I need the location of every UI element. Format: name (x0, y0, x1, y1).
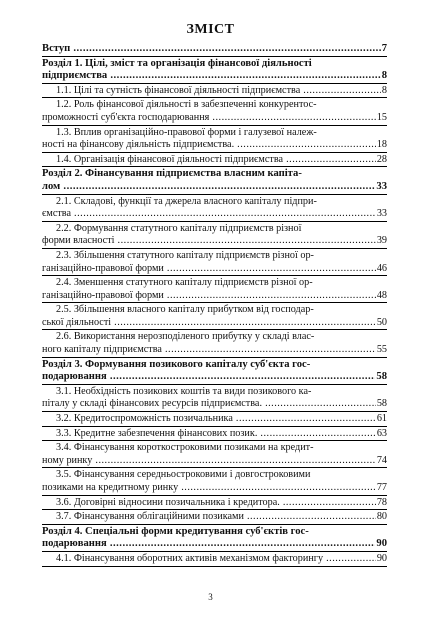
toc-entry-title: 3.6. Договірні відносини позичальника і кредитора. ..... (56, 497, 376, 510)
toc-entry-title: ської діяльності ..... (42, 317, 376, 330)
toc-subsection-entry[interactable] (42, 222, 387, 249)
toc-entry-title: 2.2. Формування статутного капіталу підприємств різної (56, 222, 302, 234)
toc-entry-title: 3.4. Фінансування короткостроковими позиками на кредит- (56, 442, 314, 454)
toc-subsection-entry[interactable] (42, 412, 387, 427)
toc-entry-title: ності на фінансову діяльність підприємства. ..... (42, 139, 376, 152)
toc-page-number: 15 (376, 111, 387, 123)
toc-subsection-entry[interactable] (42, 249, 387, 276)
toc-entry-title: 1.3. Вплив організаційно-правової форми і галузевої належ- (56, 126, 317, 138)
toc-subsection-entry[interactable] (42, 98, 387, 125)
toc-entry-title: підприємства ..... (42, 70, 381, 83)
toc-entry-title: 2.5. Збільшення власного капіталу прибутком від господар- (56, 304, 314, 316)
toc-section-entry[interactable] (42, 42, 387, 57)
toc-entry-title: Розділ 1. Цілі, зміст та організація фінансової діяльності (42, 57, 312, 69)
toc-entry-title: позиками на кредитному ринку ..... (42, 482, 376, 495)
toc-subsection-entry[interactable] (42, 427, 387, 442)
toc-entry-title: Розділ 3. Формування позикового капіталу суб'єкта гос- (42, 358, 311, 370)
toc-subsection-entry[interactable] (42, 496, 387, 511)
toc-entry-title: 2.4. Зменшення статутного капіталу підприємств різної ор- (56, 277, 313, 289)
toc-entry-title: подарювання ..... (42, 538, 375, 551)
toc-page-number: 80 (376, 511, 387, 523)
toc-subsection-entry[interactable] (42, 126, 387, 153)
page-title: ЗМІСТ (186, 22, 235, 37)
toc-subsection-entry[interactable] (42, 84, 387, 99)
toc-page-number: 8 (381, 70, 387, 82)
toc-subsection-entry[interactable] (42, 441, 387, 468)
toc-page-number: 50 (376, 316, 387, 328)
toc-section-entry[interactable] (42, 358, 387, 385)
table-of-contents (42, 42, 387, 567)
toc-entry-title: піталу у складі фінансових ресурсів підприємства. ..... (42, 398, 376, 411)
toc-page-number: 8 (381, 84, 387, 96)
toc-page-number: 33 (376, 208, 387, 220)
toc-page-number: 7 (381, 43, 387, 54)
toc-entry-title: ганізаційно-правової форми ..... (42, 263, 376, 276)
toc-page-number: 90 (376, 552, 387, 564)
toc-page-number: 90 (376, 538, 387, 550)
toc-subsection-entry[interactable] (42, 510, 387, 525)
toc-page-number: 33 (376, 180, 387, 192)
page-number: 3 (208, 592, 213, 602)
toc-section-entry[interactable] (42, 525, 387, 552)
toc-entry-title: Вступ ..... (42, 43, 381, 56)
toc-entry-title: ємства ..... (42, 208, 376, 221)
toc-entry-title: подарювання ..... (42, 371, 375, 384)
toc-section-entry[interactable] (42, 57, 387, 84)
toc-entry-title: 3.3. Кредитне забезпечення фінансових позик. ..... (56, 428, 376, 441)
toc-entry-title: Розділ 2. Фінансування підприємства власним капіта- (42, 168, 302, 180)
toc-subsection-entry[interactable] (42, 330, 387, 357)
toc-entry-title: 3.2. Кредитоспроможність позичальника ..... (56, 413, 376, 426)
toc-page-number: 18 (376, 139, 387, 151)
toc-entry-title: лом ..... (42, 181, 375, 194)
toc-entry-title: 1.2. Роль фінансової діяльності в забезпеченні конкурентос- (56, 99, 317, 111)
toc-entry-title: ного капіталу підприємства ..... (42, 344, 376, 357)
toc-entry-title: 2.3. Збільшення статутного капіталу підприємств різної ор- (56, 249, 314, 261)
toc-entry-title: ному ринку ..... (42, 455, 376, 468)
toc-entry-title: 3.5. Фінансування середньостроковими і довгостроковими (56, 469, 311, 481)
toc-subsection-entry[interactable] (42, 276, 387, 303)
toc-entry-title: Розділ 4. Спеціальні форми кредитування суб'єктів гос- (42, 525, 309, 537)
toc-page-number: 39 (376, 235, 387, 247)
toc-subsection-entry[interactable] (42, 552, 387, 567)
toc-page-number: 78 (376, 496, 387, 508)
toc-page-number: 77 (376, 482, 387, 493)
toc-subsection-entry[interactable] (42, 195, 387, 222)
toc-entry-title: ганізаційно-правової форми ..... (42, 290, 376, 303)
toc-page-number: 61 (376, 413, 387, 425)
toc-entry-title: 2.6. Використання нерозподіленого прибутку у складі влас- (56, 331, 315, 343)
toc-subsection-entry[interactable] (42, 385, 387, 412)
toc-entry-title: 3.1. Необхідність позикових коштів та види позикового ка- (56, 385, 312, 397)
toc-entry-title: 1.4. Організація фінансової діяльності підприємства ..... (56, 154, 376, 167)
toc-entry-title: 1.1. Цілі та сутність фінансової діяльності підприємства ..... (56, 85, 381, 98)
toc-page-number: 58 (376, 371, 387, 383)
toc-subsection-entry[interactable] (42, 153, 387, 168)
toc-page-number: 55 (376, 344, 387, 356)
toc-page-number: 74 (376, 454, 387, 466)
toc-subsection-entry[interactable] (42, 468, 387, 495)
toc-page-number: 48 (376, 289, 387, 301)
toc-page-number: 46 (376, 262, 387, 274)
toc-section-entry[interactable] (42, 167, 387, 194)
toc-entry-title: 3.7. Фінансування облігаційними позиками ..... (56, 511, 376, 524)
toc-entry-title: 2.1. Складові, функції та джерела власного капіталу підпри- (56, 195, 317, 207)
toc-entry-title: 4.1. Фінансування оборотних активів механізмом факторингу ..... (56, 553, 376, 566)
toc-entry-title: проможності суб'єкта господарювання ..... (42, 112, 376, 125)
toc-page-number: 63 (376, 427, 387, 439)
toc-subsection-entry[interactable] (42, 303, 387, 330)
toc-page-number: 58 (376, 398, 387, 410)
toc-page-number: 28 (376, 153, 387, 165)
toc-entry-title: форми власності ..... (42, 235, 376, 248)
